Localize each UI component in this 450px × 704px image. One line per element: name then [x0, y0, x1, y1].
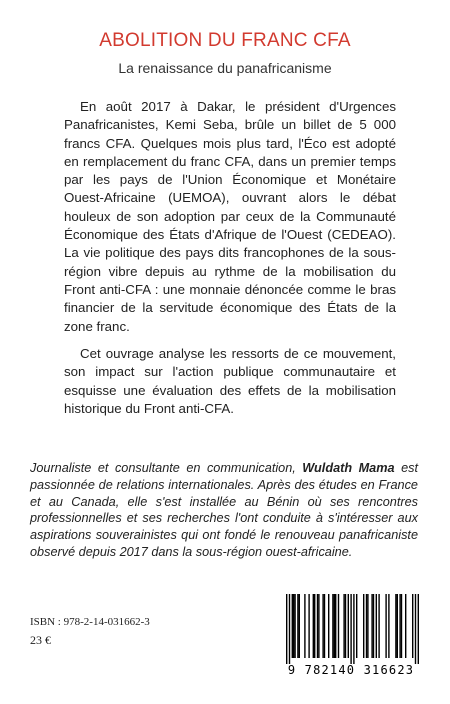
barcode-bar [297, 594, 298, 658]
book-title: ABOLITION DU FRANC CFA [99, 30, 351, 51]
blurb-paragraph-1: En août 2017 à Dakar, le président d'Urgences Panafricanistes, Kemi Seba, brûle un billet de 5 000 francs CFA. Quelques mois plus tard, l'Éco est adopté en remplacement du franc CFA, dans un premier temps par les pays de l'Union Économique et Monétaire Ouest-Africaine (UEMOA), ouvrant alors le débat houleux de son adoption par ceux de la Communauté Économique des États d'Afrique de l'Ouest (CEDEAO). La vie politique des pays dits francophones de la sous-région vibre depuis au rythme de la mobilisation du Front anti-CFA : une monnaie dénoncée comme le bras financier de la servitude économique des États de la zone franc. [64, 99, 396, 334]
barcode-bar [289, 594, 290, 664]
barcode-bar [399, 594, 400, 658]
barcode-bar [338, 594, 339, 658]
barcode-bar [324, 594, 325, 658]
barcode-bar [299, 594, 300, 658]
barcode-bar [293, 594, 294, 658]
barcode-bar [328, 594, 329, 658]
barcode-bar [415, 594, 416, 664]
barcode-bar [286, 594, 287, 664]
barcode-bar [343, 594, 344, 658]
barcode-bar [353, 594, 354, 664]
price-label: 23 € [30, 633, 51, 647]
barcode-bar [292, 594, 293, 658]
barcode-bar [356, 594, 357, 658]
barcode-bar [335, 594, 336, 658]
barcode-bar [332, 594, 333, 658]
barcode-bar [314, 594, 315, 658]
barcode-bar [378, 594, 379, 658]
book-subtitle: La renaissance du panafricanisme [118, 60, 332, 76]
barcode-bar [388, 594, 389, 658]
barcode-bar [304, 594, 305, 658]
barcode-digits: 9 782140 316623 [287, 663, 415, 677]
barcode-bar [318, 594, 319, 658]
bio-text-before: Journaliste et consultante en communication, [30, 461, 303, 475]
barcode-bar [412, 594, 413, 658]
barcode-bar [317, 594, 318, 658]
barcode-bar [397, 594, 398, 658]
barcode-bar [367, 594, 368, 658]
blurb-paragraph-2: Cet ouvrage analyse les ressorts de ce mouvement, son impact sur l'action publique communautaire et esquisse une évaluation des effets de la mobilisation historique du Front anti-CFA. [64, 346, 396, 416]
barcode-bar [294, 594, 295, 658]
barcode-bar [366, 594, 367, 658]
barcode-bar [385, 594, 386, 658]
isbn-label: ISBN : 978-2-14-031662-3 [30, 616, 150, 628]
bio-text-after: est passionnée de relations internationales. Après des études en France et au Canada, elle s'est installée au Bénin où ses rencontres professionnelles et ses recherches l'ont conduite à s'intéresser aux aspirations souverainistes qui ont fondé le renouveau panafricaniste observé depuis 2017 dans la sous-région ouest-africaine. [30, 461, 418, 559]
barcode [276, 592, 426, 682]
barcode-bar [401, 594, 402, 658]
barcode-bar [373, 594, 374, 658]
barcode-bar [308, 594, 309, 658]
barcode-bar [376, 594, 377, 658]
barcode-bar [350, 594, 351, 664]
author-name: Wuldath Mama [302, 461, 395, 475]
barcode-bar [348, 594, 349, 658]
barcode-bar [322, 594, 323, 658]
barcode-bar [313, 594, 314, 658]
barcode-bar [345, 594, 346, 658]
barcode-bar [363, 594, 364, 658]
author-bio [30, 460, 418, 561]
barcode-bar [418, 594, 419, 664]
barcode-bar [405, 594, 406, 658]
barcode-bar [395, 594, 396, 658]
barcode-bar [371, 594, 372, 658]
barcode-bars [276, 592, 426, 664]
barcode-bar [334, 594, 335, 658]
